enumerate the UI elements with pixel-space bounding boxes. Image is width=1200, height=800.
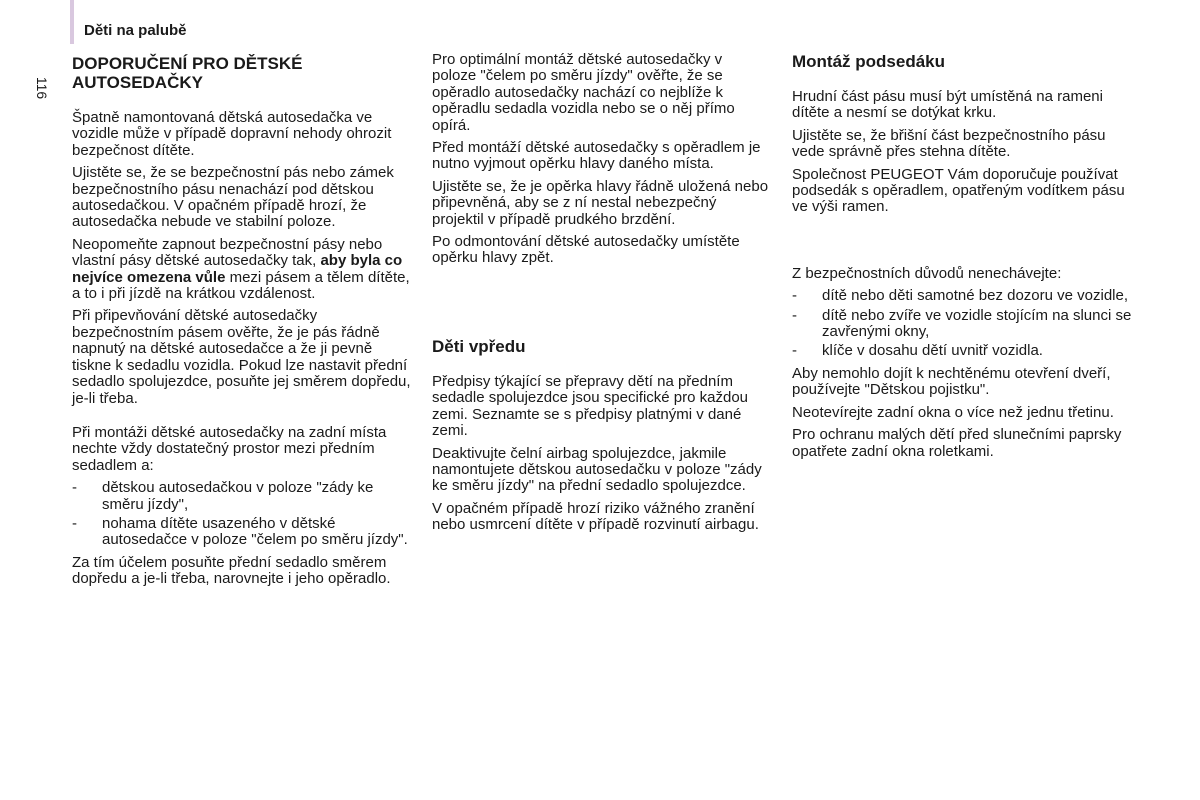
paragraph: Hrudní část pásu musí být umístěná na rameni dítěte a nesmí se dotýkat krku. (792, 88, 1103, 122)
paragraph: Po odmontování dětské autosedačky umístěte opěrku hlavy zpět. (432, 233, 740, 267)
paragraph: Aby nemohlo dojít k nechtěnému otevření dveří, používejte "Dětskou pojistku". (792, 364, 1111, 399)
paragraph: Z bezpečnostních důvodů nenechávejte: (792, 264, 1062, 282)
paragraph: Deaktivujte čelní airbag spolujezdce, jakmile namontujete dětskou autosedačku v poloze "zády ke směru jízdy" na přední sedadlo spolujezdce. (432, 444, 762, 495)
list-item: - klíče v dosahu dětí uvnitř vozidla. (792, 343, 1137, 359)
paragraph: Při montáži dětské autosedačky na zadní místa nechte vždy dostatečný prostor mezi předním sedadlem a: (72, 423, 387, 474)
heading-child-seat-advice: DOPORUČENÍ PRO DĚTSKÉ AUTOSEDAČKY (72, 54, 303, 92)
bold-text: aby byla co nejvíce omezena vůle (72, 252, 403, 286)
column-3 (792, 52, 1137, 466)
paragraph: Před montáží dětské autosedačky s opěradlem je nutno vyjmout opěrku hlavy daného místa. (432, 139, 761, 173)
heading-booster-seat: Montáž podsedáku (792, 52, 946, 71)
section-title: Děti na palubě (84, 22, 187, 39)
paragraph: Pro ochranu malých dětí před slunečními paprsky opatřete zadní okna roletkami. (792, 426, 1122, 460)
paragraph: Společnost PEUGEOT Vám doporučuje používat podsedák s opěradlem, opatřeným vodítkem pásu ve výši ramen. (792, 165, 1125, 216)
heading-children-front: Děti vpředu (432, 336, 526, 356)
paragraph-belt-slack (72, 237, 412, 303)
paragraph: Neotevírejte zadní okna o více než jednu třetinu. (792, 403, 1114, 421)
list-item: - dítě nebo děti samotné bez dozoru ve vozidle, (792, 288, 1137, 304)
paragraph: Špatně namontovaná dětská autosedačka ve vozidle může v případě dopravní nehody ohrozit bezpečnost dítěte. (72, 109, 392, 159)
text: mezi pásem a tělem dítěte, a to i při jízdě na krátkou vzdálenost. (72, 268, 410, 303)
paragraph: Za tím účelem posuňte přední sedadlo směrem dopředu a je-li třeba, narovnejte i jeho opěradlo. (72, 553, 391, 588)
paragraph: V opačném případě hrozí riziko vážného zranění nebo usmrcení dítěte v případě rozvinutí airbagu. (432, 499, 759, 534)
list-item: - nohama dítěte usazeného v dětské autosedačce v poloze "čelem po směru jízdy". (72, 516, 412, 549)
paragraph: Při připevňování dětské autosedačky bezpečnostním pásem ověřte, že je pás řádně napnutý na dětské autosedačce a že ji pevně tiskne k sedadlu vozidla. Pokud lze nastavit přední sedadlo spolujezdce, posuňte jej směrem dopředu, je-li třeba. (72, 307, 411, 407)
paragraph: Ujistěte se, že břišní část bezpečnostního pásu vede správně přes stehna dítěte. (792, 126, 1106, 161)
paragraph: Předpisy týkající se přepravy dětí na předním sedadle spolujezdce jsou specifické pro každou zemi. Seznamte se s předpisy platnými v dané zemi. (432, 372, 749, 440)
text: Neopomeňte zapnout bezpečnostní pásy nebo vlastní pásy dětské autosedačky tak, (72, 235, 383, 270)
column-2 (432, 52, 770, 540)
header-accent-bar (70, 0, 74, 44)
list-item: - dětskou autosedačkou v poloze "zády ke směru jízdy", (72, 480, 412, 513)
paragraph: Ujistěte se, že je opěrka hlavy řádně uložená nebo připevněná, aby se z ní nestal nebezpečný projektil v případě prudkého brzdění. (432, 177, 769, 228)
paragraph: Pro optimální montáž dětské autosedačky v poloze "čelem po směru jízdy" ověřte, že se opěradlo autosedačky nachází co nejblíže k opěradlu sedadla vozidla nebo se o něj přímo opírá. (432, 51, 735, 134)
paragraph: Ujistěte se, že se bezpečnostní pás nebo zámek bezpečnostního pásu nenachází pod dětskou autosedačkou. V opačném případě hrozí, že autosedačka nebude ve stabilní poloze. (72, 164, 394, 231)
column-1 (72, 52, 412, 594)
safety-list (792, 288, 1137, 360)
rear-seat-list (72, 480, 412, 549)
page-number: 116 (34, 76, 50, 100)
list-item: - dítě nebo zvíře ve vozidle stojícím na slunci se zavřenými okny, (792, 308, 1137, 341)
